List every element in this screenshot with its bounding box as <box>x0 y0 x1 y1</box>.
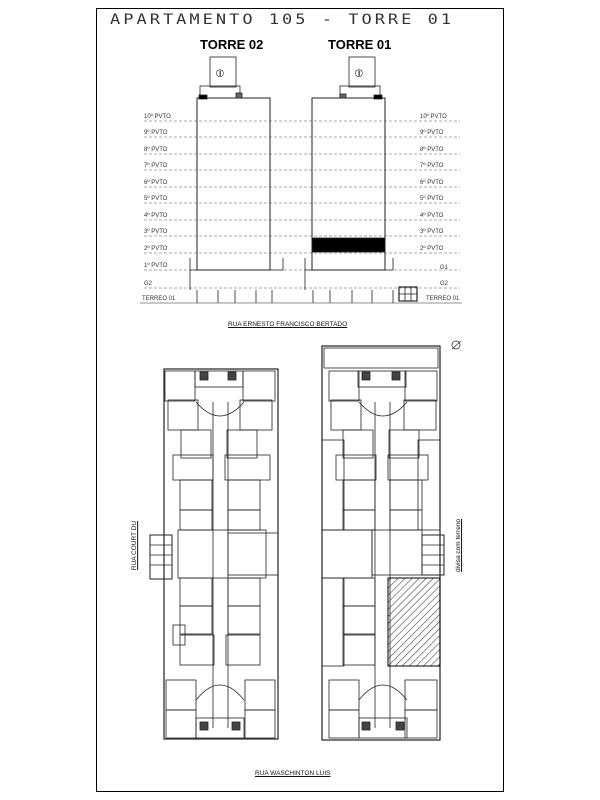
level-label-right-g2: G2 <box>440 281 449 287</box>
floor-label-right-8: 8º PVTO <box>420 147 444 153</box>
floor-label-left-5: 5º PVTO <box>144 196 168 202</box>
street-label-left: RUA COURT DU <box>131 520 139 571</box>
north-arrow-icon <box>452 341 461 349</box>
floor-label-right-4: 4º PVTO <box>420 213 444 219</box>
street-label-bottom: RUA WASCHINTON LUIS <box>255 770 331 777</box>
elevation-view <box>140 57 462 303</box>
sheet-title: APARTAMENTO 105 - TORRE 01 <box>110 11 455 28</box>
floor-label-left-9: 9º PVTO <box>144 130 168 136</box>
tower-logo-left: ⦶ <box>216 68 224 80</box>
floor-plan-view <box>150 341 461 740</box>
tower-label-torre-02: TORRE 02 <box>200 37 264 52</box>
floor-label-left-3: 3º PVTO <box>144 229 168 235</box>
level-label-left-g2: G2 <box>144 281 153 287</box>
floor-label-right-9: 9º PVTO <box>420 130 444 136</box>
street-label-top: RUA ERNESTO FRANCISCO BERTADO <box>228 321 348 328</box>
floor-label-left-7: 7º PVTO <box>144 163 168 169</box>
street-label-right: divisa com terreno <box>455 518 463 573</box>
floor-label-right-7: 7º PVTO <box>420 163 444 169</box>
ground-label-right: TERREO 01 <box>426 296 460 302</box>
ground-label-left: TERREO 01 <box>142 296 176 302</box>
floor-label-right-5: 5º PVTO <box>420 196 444 202</box>
floor-label-left-8: 8º PVTO <box>144 147 168 153</box>
level-label-right-g1: G1 <box>440 265 449 271</box>
floor-label-right-6: 6º PVTO <box>420 180 444 186</box>
floor-label-left-10: 10º PVTO <box>144 114 171 120</box>
plan-torre-02 <box>150 369 278 739</box>
building-torre-01 <box>305 57 417 303</box>
floor-label-right-2: 2º PVTO <box>420 246 444 252</box>
tower-label-torre-01: TORRE 01 <box>328 37 392 52</box>
highlighted-apartment-105 <box>388 578 440 666</box>
building-torre-02 <box>190 57 283 303</box>
floor-label-left-1: 1º PVTO <box>144 263 168 269</box>
highlighted-apartment-floor <box>312 238 385 252</box>
floor-label-right-10: 10º PVTO <box>420 114 447 120</box>
floor-label-right-3: 3º PVTO <box>420 229 444 235</box>
tower-logo-right: ⦶ <box>355 68 363 80</box>
floor-label-left-2: 2º PVTO <box>144 246 168 252</box>
floor-label-left-6: 6º PVTO <box>144 180 168 186</box>
floor-label-left-4: 4º PVTO <box>144 213 168 219</box>
plan-torre-01 <box>322 346 444 740</box>
